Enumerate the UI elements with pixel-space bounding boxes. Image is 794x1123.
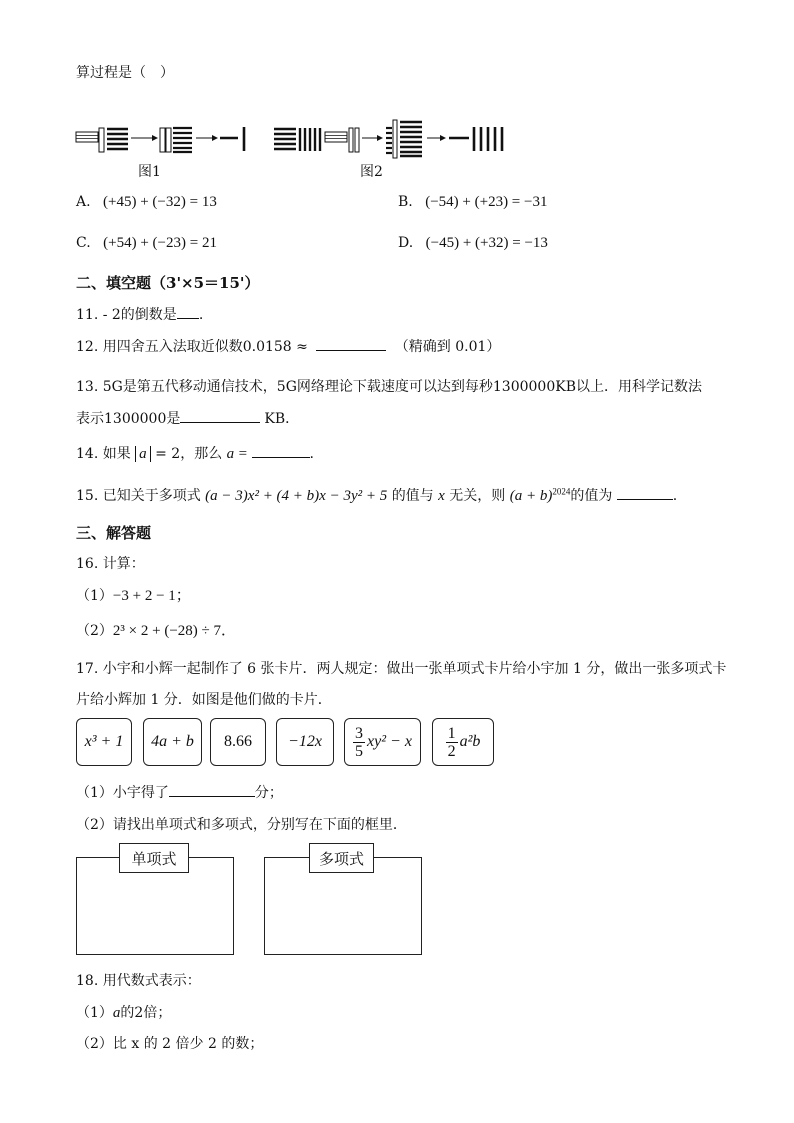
option-a-expression: (+45) + (−32) = 13: [103, 194, 217, 210]
question-17-part-1: （1）小宇得了 分；: [76, 785, 283, 801]
question-18-title: 18. 用代数式表示：: [76, 973, 201, 989]
answer-blank: [617, 487, 673, 500]
question-18-part-1: （1）a的2倍；: [76, 1005, 172, 1021]
card-4: −12x: [276, 718, 334, 766]
counting-rod-figures: [74, 118, 514, 160]
question-15: 15. 已知关于多项式 (a − 3)x² + (4 + b)x − 3y² + 5 的值与 x 无关，则 $(a + b)^{2024}$的值为 .: [76, 486, 678, 504]
figure-1-caption: 图1: [138, 164, 161, 180]
card-6: $\frac{1}{2}$ a²b: [432, 718, 494, 766]
answer-blank: [252, 445, 310, 458]
polynomial: (a − 3)x² + (4 + b)x − 3y² + 5: [205, 488, 388, 504]
answer-blank: [316, 338, 386, 351]
card-3: 8.66: [210, 718, 266, 766]
option-b-expression: (−54) + (+23) = −31: [425, 194, 548, 210]
question-17-line-1: 17. 小宇和小辉一起制作了 6 张卡片．两人规定：做出一张单项式卡片给小宇加 1 分，做出一张多项式卡: [76, 661, 727, 677]
question-10-tail: 算过程是（ ）: [76, 65, 174, 81]
section-2-heading: 二、填空题（3'×5＝15'）: [76, 274, 260, 292]
question-16-title: 16. 计算：: [76, 556, 145, 572]
question-13-line-2: 表示1300000是 KB．: [76, 411, 300, 427]
figure-1-rods: [76, 127, 244, 152]
fraction: $\frac{3}{5}$: [355, 724, 364, 760]
option-c: C. (+54) + (−23) = 21: [76, 235, 217, 251]
card-2: 4a + b: [143, 718, 202, 766]
question-13-line-1: 13. 5G是第五代移动通信技术，5G网络理论下载速度可以达到每秒1300000KB以上．用科学记数法: [76, 379, 702, 395]
question-12: 12. 用四舍五入法取近似数0.0158 ≈ （精确到 0.01）: [76, 339, 501, 355]
answer-blank: [180, 410, 260, 423]
question-18-part-2: （2）比 x 的 2 倍少 2 的数；: [76, 1036, 264, 1052]
section-3-heading: 三、解答题: [76, 524, 152, 542]
question-17-line-2: 片给小辉加 1 分．如图是他们做的卡片．: [76, 692, 332, 708]
option-d: D. (−45) + (+32) = −13: [398, 235, 548, 251]
fraction: $\frac{1}{2}$: [447, 724, 456, 760]
question-14: 14. 如果 a = 2，那么 a = .: [76, 446, 314, 462]
absolute-value: a: [135, 446, 151, 462]
question-16-part-1: （1）−3 + 2 − 1；: [76, 588, 191, 604]
card-1: x³ + 1: [76, 718, 132, 766]
figure-2-rods: [274, 120, 502, 158]
figure-2-caption: 图2: [360, 164, 383, 180]
answer-blank: [177, 306, 199, 319]
question-11: 11. - 2的倒数是 .: [76, 307, 204, 323]
answer-blank: [169, 784, 255, 797]
option-b: B. (−54) + (+23) = −31: [398, 194, 548, 210]
option-c-expression: (+54) + (−23) = 21: [103, 235, 217, 251]
polynomial-box-label: 多项式: [309, 843, 374, 873]
card-5: $\frac{3}{5}$ xy² − x: [344, 718, 421, 766]
question-17-part-2: （2）请找出单项式和多项式，分别写在下面的框里．: [76, 817, 407, 833]
option-d-expression: (−45) + (+32) = −13: [425, 235, 548, 251]
option-a: A. (+45) + (−32) = 13: [76, 194, 217, 210]
question-16-part-2: （2）2³ × 2 + (−28) ÷ 7．: [76, 623, 237, 639]
monomial-box-label: 单项式: [119, 843, 189, 873]
